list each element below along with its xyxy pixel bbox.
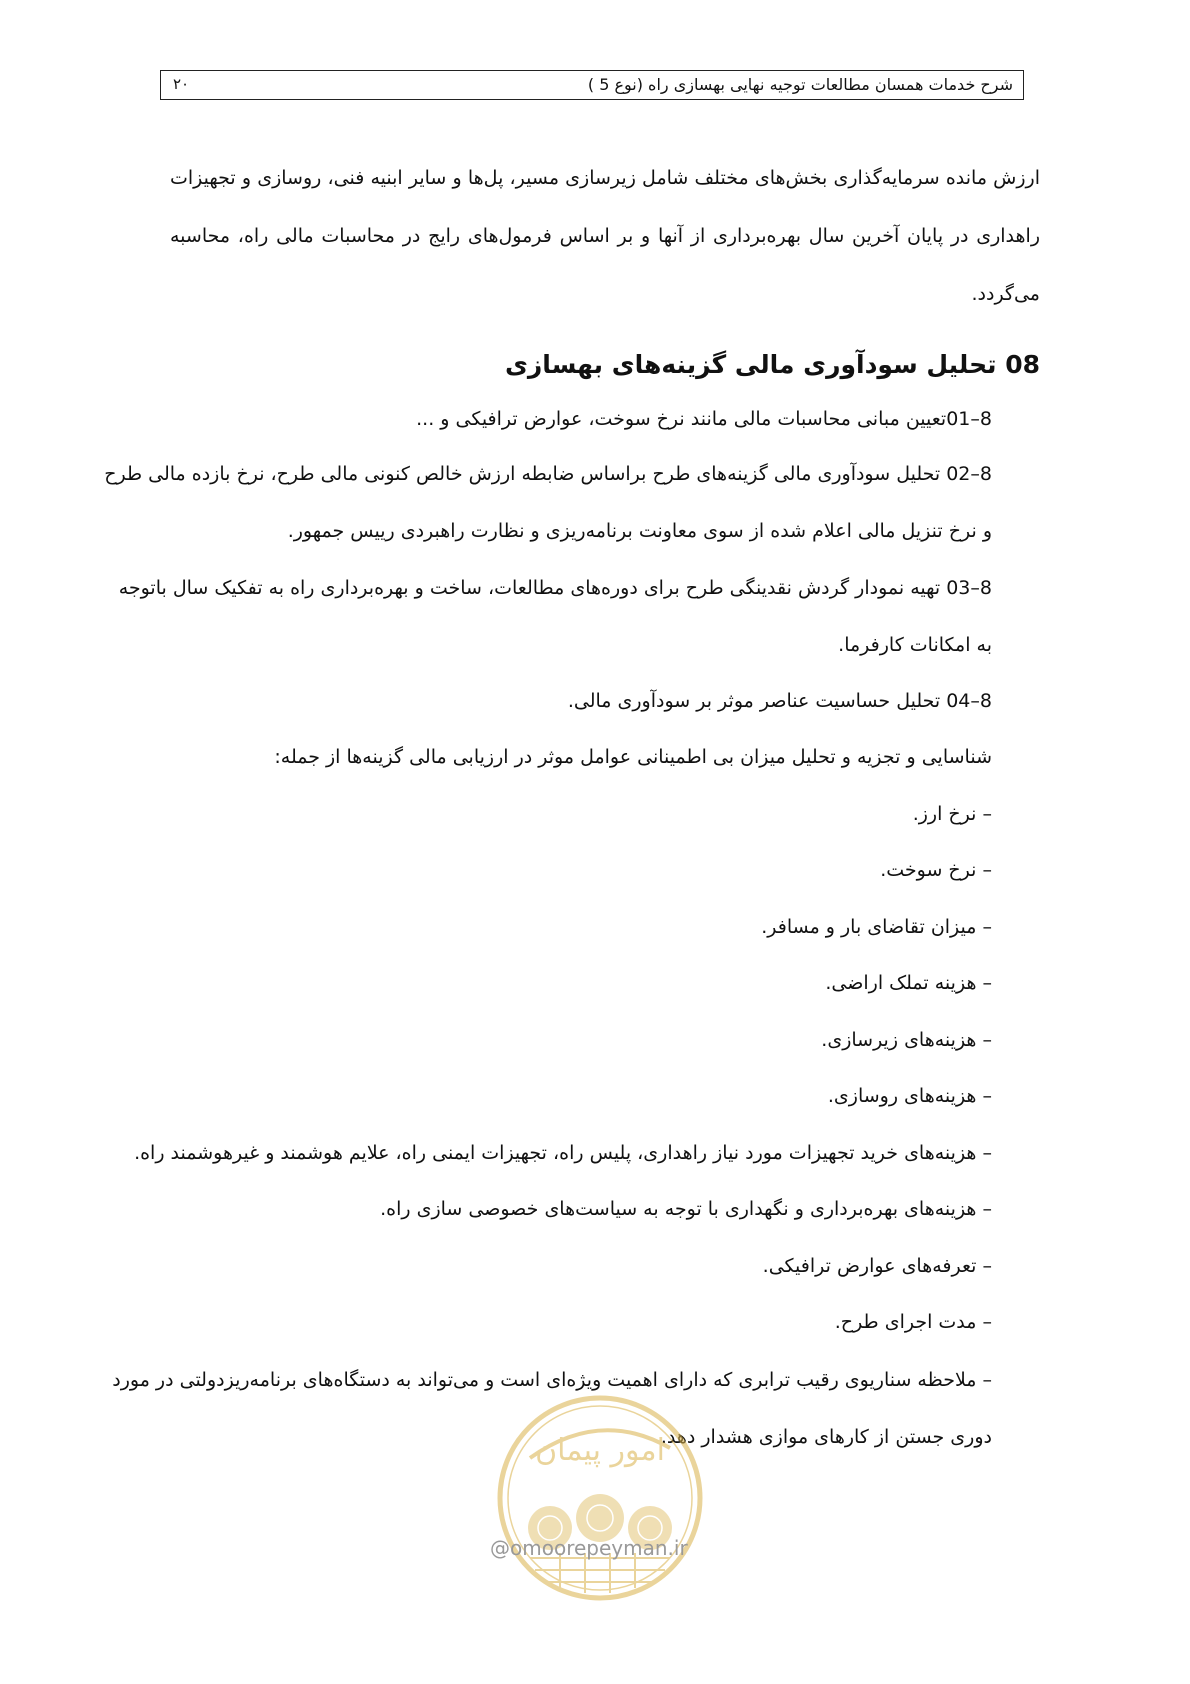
bullet-item: – هزینه‌های زیرسازی. [821, 1029, 992, 1051]
intro-line-1: ارزش مانده سرمایه‌گذاری بخش‌های مختلف شامل زیرسازی مسیر، پل‌ها و سایر ابنیه فنی، روسازی و تجهیزات [170, 167, 1040, 189]
item-8-03 [118, 574, 992, 659]
watermark-logo-text: امور پیمان [535, 1433, 665, 1468]
at-icon: @ [490, 1536, 510, 1560]
page-number: ۲۰ [173, 75, 190, 93]
item-8-03-line-2: به امکانات کارفرما. [838, 634, 992, 656]
bullet-item: – هزینه‌های بهره‌برداری و نگهداری با توجه به سیاست‌های خصوصی سازی راه. [380, 1198, 992, 1220]
watermark-url-text: omoorepeyman.ir [510, 1536, 688, 1560]
watermark-url [490, 1536, 688, 1560]
bullet-item: – نرخ ارز. [912, 803, 992, 825]
bullet-last-line-2: دوری جستن از کارهای موازی هشدار دهد. [660, 1426, 992, 1448]
intro-line-2: راهداری در پایان آخرین سال بهره‌برداری از آنها و بر اساس فرمول‌های رایج در محاسبات مالی راه، محاسبه [170, 225, 1040, 247]
intro-paragraph [170, 164, 1040, 308]
bullet-item: – مدت اجرای طرح. [834, 1311, 992, 1333]
item-8-02 [104, 460, 992, 545]
bullet-item: – نرخ سوخت. [880, 859, 992, 881]
bullet-item: – هزینه تملک اراضی. [825, 972, 992, 994]
section-heading: 08 تحلیل سودآوری مالی گزینه‌های بهسازی [505, 350, 1040, 379]
item-8-01: 8–01تعیین مبانی محاسبات مالی مانند نرخ سوخت، عوارض ترافیکی و ... [416, 408, 992, 430]
intro-line-3: می‌گردد. [971, 283, 1040, 305]
page-header [160, 70, 1024, 100]
document-title: شرح خدمات همسان مطالعات توجیه نهایی بهسازی راه (نوع 5 ) [587, 75, 1013, 94]
item-8-02-line-2: و نرخ تنزیل مالی اعلام شده از سوی معاونت برنامه‌ریزی و نظارت راهبردی رییس جمهور. [287, 520, 992, 542]
item-8-02-line-1: 8–02 تحلیل سودآوری مالی گزینه‌های طرح براساس ضابطه ارزش خالص کنونی مالی طرح، نرخ بازده مالی طرح [104, 463, 992, 485]
bullet-last-line-1: – ملاحظه سناریوی رقیب ترابری که دارای اهمیت ویژه‌ای است و می‌تواند به دستگاه‌های برنامه‌ریزدولتی در مورد [112, 1369, 992, 1391]
bullet-item: – تعرفه‌های عوارض ترافیکی. [762, 1255, 992, 1277]
list-intro: شناسایی و تجزیه و تحلیل میزان بی اطمینانی عوامل موثر در ارزیابی مالی گزینه‌ها از جمله: [274, 746, 992, 768]
bullet-item: – هزینه‌های روسازی. [827, 1085, 992, 1107]
bullet-item: – میزان تقاضای بار و مسافر. [761, 916, 992, 938]
watermark-logo [490, 1388, 710, 1608]
bullet-item: – هزینه‌های خرید تجهیزات مورد نیاز راهداری، پلیس راه، تجهیزات ایمنی راه، علایم هوشمند و غیرهوشمند راه. [134, 1142, 992, 1164]
item-8-03-line-1: 8–03 تهیه نمودار گردش نقدینگی طرح برای دوره‌های مطالعات، ساخت و بهره‌برداری راه به تفکیک سال باتوجه [118, 577, 992, 599]
item-8-04: 8–04 تحلیل حساسیت عناصر موثر بر سودآوری مالی. [567, 690, 992, 712]
